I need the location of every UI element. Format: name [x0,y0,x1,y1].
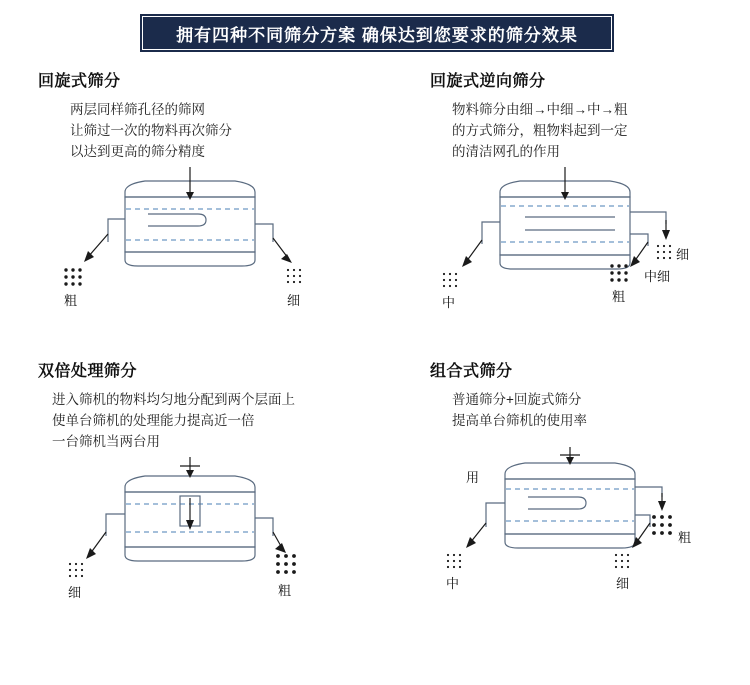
panel-description-line: 普通筛分+回旋式筛分 [452,392,582,407]
diagram-double-capacity-screening [30,452,375,602]
panel-rotary-reverse-screening [430,68,750,312]
panel-description [452,99,750,162]
right-outlet-pipe [255,224,273,242]
output-label-medium: 中 [446,576,460,591]
machine-bottom [125,252,255,266]
fine-arrow-head [632,537,642,548]
medium-material-dots [447,554,461,568]
output-label-coarse: 粗 [278,583,292,598]
panel-description-line: 提高单台筛机的使用率 [452,413,587,428]
machine-top [125,476,255,492]
panel-description [70,99,375,162]
right-arrow-head [281,254,292,263]
panel-combined-screening [430,358,750,591]
left-arrow-line [88,234,108,257]
fine-arrow-head [662,230,670,240]
output-label-medium: 中 [442,295,456,310]
panel-description-line: 一台筛机当两台用 [52,434,160,449]
panel-description-line: 的清洁网孔的作用 [452,144,560,159]
left-outlet-pipe [106,514,125,536]
fine-material-dots [657,245,671,259]
machine-middle [505,479,635,534]
diagram-svg [430,431,750,591]
panel-description-line: 的方式筛分，粗物料起到一定 [452,123,628,138]
right-outlet-pipe-fine [630,212,666,224]
left-arrow-head [462,256,472,267]
panel-double-capacity-screening [30,358,375,602]
diagram-combined-screening [430,431,750,591]
return-path [528,497,586,509]
fine-material-dots [69,563,83,577]
machine-bottom [505,534,635,548]
machine-bottom [125,547,255,561]
right-arrow-head [275,543,286,553]
panel-description-line: 使单台筛机的处理能力提高近一倍 [52,413,255,428]
coarse-arrow-head [658,501,666,511]
output-label-use: 用 [466,470,480,485]
panel-title: 双倍处理筛分 [38,363,138,380]
header-banner-text: 拥有四种不同筛分方案 确保达到您要求的筛分效果 [176,25,578,45]
right-outlet-pipe [255,518,273,536]
coarse-arrow-head [630,256,640,267]
panel-description-line: 进入筛机的物料均匀地分配到两个层面上 [52,392,295,407]
panel-description-line: 两层同样筛孔径的筛网 [70,102,205,117]
output-label-fine: 细 [616,576,630,591]
diagram-rotary-screening [30,162,375,312]
fine-material-dots [615,554,629,568]
panel-description [452,389,750,431]
left-arrow-head [466,537,476,548]
diagram-svg [30,162,375,312]
medium-material-dots [443,273,457,287]
right-arrow-line [273,238,288,258]
panel-description-line: 物料筛分由细→中细→中→粗 [452,102,628,117]
return-path [148,214,206,226]
left-outlet-pipe [108,219,125,242]
header-banner [140,14,614,52]
machine-middle [125,197,255,252]
panel-title: 组合式筛分 [430,363,513,380]
left-outlet-pipe [482,222,500,244]
feed-arrow-head [561,192,569,200]
output-label-coarse: 粗 [612,289,626,304]
panel-description-line: 以达到更高的筛分精度 [70,144,205,159]
diagram-rotary-reverse-screening [430,162,750,312]
panel-description-line: 让筛过一次的物料再次筛分 [70,123,232,138]
output-label-fine: 细 [68,585,82,600]
splitter-arrow-head [186,520,194,530]
left-outlet-pipe [486,503,505,527]
diagram-svg [30,452,375,602]
output-label-medium-fine: 中细 [644,269,671,284]
output-label-coarse: 粗 [64,293,78,308]
machine-bottom [500,255,630,269]
feed-arrow-head [186,192,194,200]
right-outlet-pipe-coarse [630,234,648,246]
coarse-material-dots [64,268,81,285]
medium-fine-material-dots [610,264,627,281]
output-label-fine: 细 [287,293,301,308]
header-banner-inner [142,16,612,50]
output-label-coarse: 粗 [678,530,692,545]
panel-description [52,389,375,452]
right-outlet-pipe-coarse [635,487,662,497]
output-label-fine: 细 [676,247,690,262]
feed-arrow-head [186,470,194,478]
machine-top [505,463,635,479]
panel-title: 回旋式逆向筛分 [430,73,546,90]
panel-rotary-screening [30,68,375,312]
feed-arrow-head [566,457,574,465]
coarse-material-dots [652,515,672,535]
diagram-svg [430,162,750,312]
coarse-material-dots [276,554,296,574]
left-arrow-head [86,548,96,559]
panel-title: 回旋式筛分 [38,73,121,90]
fine-material-dots [287,269,301,283]
